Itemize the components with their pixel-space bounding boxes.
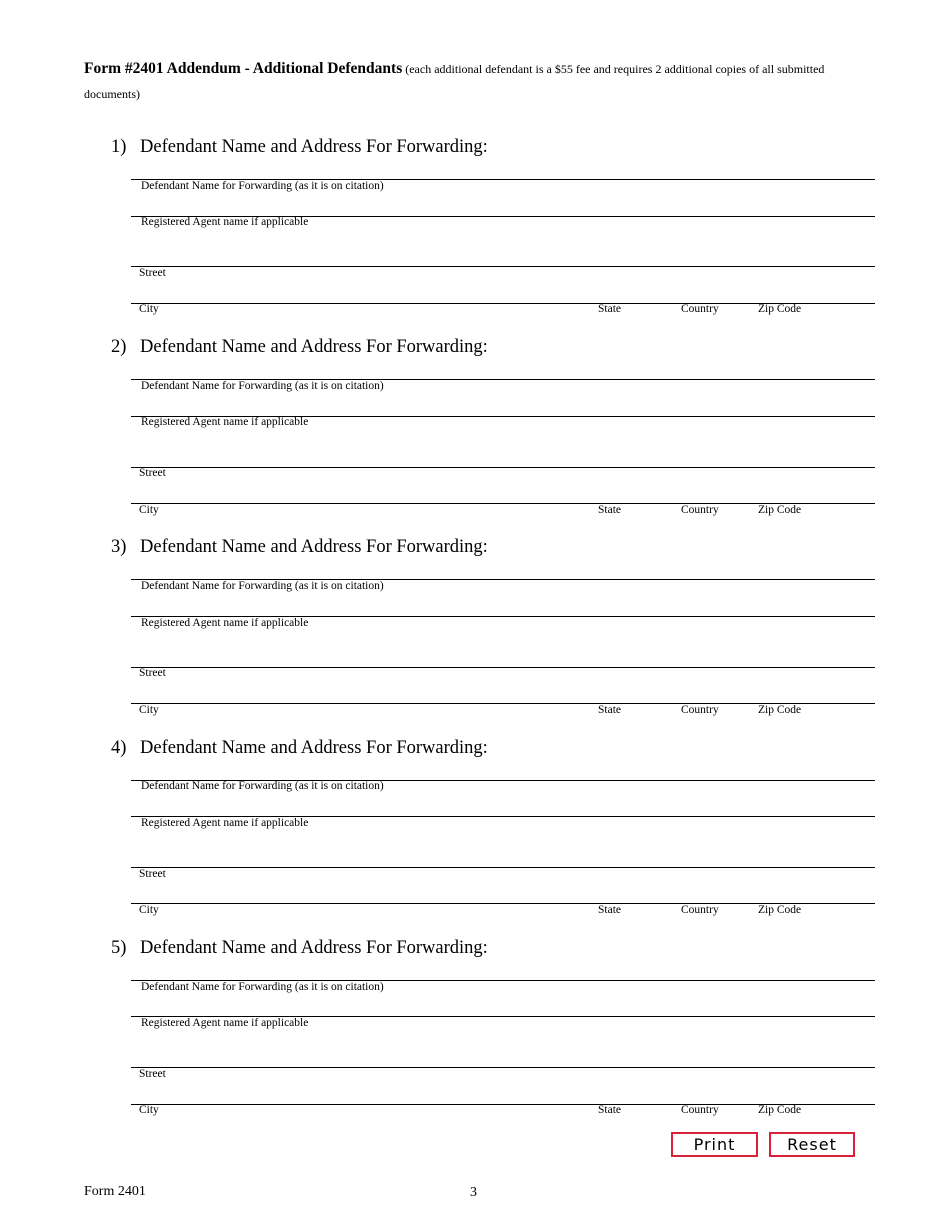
state-label: State [598, 904, 621, 916]
section-heading [111, 137, 488, 158]
section-number: 1) [111, 137, 127, 157]
state-label: State [598, 303, 621, 315]
section-number: 5) [111, 938, 127, 958]
state-label: State [598, 504, 621, 516]
state-label: State [598, 704, 621, 716]
registered-agent-field-2[interactable] [131, 432, 875, 465]
section-heading [111, 337, 488, 358]
registered-agent-field-3[interactable] [131, 633, 875, 666]
country-label: Country [681, 303, 719, 315]
section-title: Defendant Name and Address For Forwarding: [140, 938, 488, 958]
zip-code-label: Zip Code [758, 904, 802, 916]
page-number: 3 [470, 1185, 477, 1200]
country-label: Country [681, 1104, 719, 1116]
footer-form-label: Form 2401 [84, 1184, 146, 1199]
defendant-name-label: Defendant Name for Forwarding (as it is on citation) [141, 580, 384, 592]
country-label: Country [681, 704, 719, 716]
street-field-5[interactable] [131, 1084, 875, 1103]
registered-agent-field-4[interactable] [131, 833, 875, 866]
registered-agent-label: Registered Agent name if applicable [141, 216, 309, 228]
defendant-name-field-4[interactable] [131, 796, 875, 815]
form-fee-note: (each additional defendant is a $55 fee and requires 2 additional copies of all submitted documents) [84, 62, 825, 101]
section-number: 4) [111, 738, 127, 758]
defendant-name-label: Defendant Name for Forwarding (as it is on citation) [141, 981, 384, 993]
registered-agent-label: Registered Agent name if applicable [141, 416, 309, 428]
section-heading [111, 738, 488, 759]
street-field-3[interactable] [131, 683, 875, 702]
defendant-section-2 [0, 337, 950, 537]
country-label: Country [681, 904, 719, 916]
section-number: 2) [111, 337, 127, 357]
section-heading [111, 537, 488, 558]
section-title: Defendant Name and Address For Forwarding: [140, 337, 488, 357]
street-label: Street [139, 1068, 166, 1080]
divider-line [131, 266, 875, 267]
country-label: Country [681, 504, 719, 516]
street-field-1[interactable] [131, 283, 875, 302]
registered-agent-label: Registered Agent name if applicable [141, 1017, 309, 1029]
reset-button[interactable]: Reset [769, 1132, 855, 1157]
city-label: City [139, 303, 159, 315]
zip-code-label: Zip Code [758, 303, 802, 315]
section-title: Defendant Name and Address For Forwarding: [140, 137, 488, 157]
section-heading [111, 938, 488, 959]
state-label: State [598, 1104, 621, 1116]
form-title: Form #2401 Addendum - Additional Defendants [84, 60, 403, 77]
city-label: City [139, 904, 159, 916]
zip-code-label: Zip Code [758, 1104, 802, 1116]
defendant-name-field-2[interactable] [131, 395, 875, 415]
street-label: Street [139, 267, 166, 279]
defendant-name-label: Defendant Name for Forwarding (as it is on citation) [141, 380, 384, 392]
print-button[interactable]: Print [671, 1132, 758, 1157]
defendant-name-label: Defendant Name for Forwarding (as it is on citation) [141, 780, 384, 792]
city-label: City [139, 504, 159, 516]
street-field-4[interactable] [131, 884, 875, 903]
street-label: Street [139, 467, 166, 479]
defendant-section-1 [0, 137, 950, 337]
divider-line [131, 867, 875, 868]
city-label: City [139, 1104, 159, 1116]
defendant-name-field-3[interactable] [131, 595, 875, 615]
street-label: Street [139, 667, 166, 679]
defendant-name-field-1[interactable] [131, 195, 875, 215]
registered-agent-label: Registered Agent name if applicable [141, 617, 309, 629]
street-label: Street [139, 868, 166, 880]
section-title: Defendant Name and Address For Forwarding: [140, 537, 488, 557]
form-header [84, 56, 864, 107]
defendant-name-field-5[interactable] [131, 996, 875, 1015]
defendant-section-3 [0, 537, 950, 737]
zip-code-label: Zip Code [758, 704, 802, 716]
divider-line [131, 1067, 875, 1068]
defendant-name-label: Defendant Name for Forwarding (as it is on citation) [141, 180, 384, 192]
city-label: City [139, 704, 159, 716]
zip-code-label: Zip Code [758, 504, 802, 516]
section-title: Defendant Name and Address For Forwarding: [140, 738, 488, 758]
section-number: 3) [111, 537, 127, 557]
registered-agent-field-5[interactable] [131, 1033, 875, 1066]
defendant-section-4 [0, 738, 950, 938]
registered-agent-label: Registered Agent name if applicable [141, 817, 309, 829]
defendant-section-5 [0, 938, 950, 1138]
street-field-2[interactable] [131, 483, 875, 502]
divider-line [131, 667, 875, 668]
registered-agent-field-1[interactable] [131, 232, 875, 265]
divider-line [131, 467, 875, 468]
